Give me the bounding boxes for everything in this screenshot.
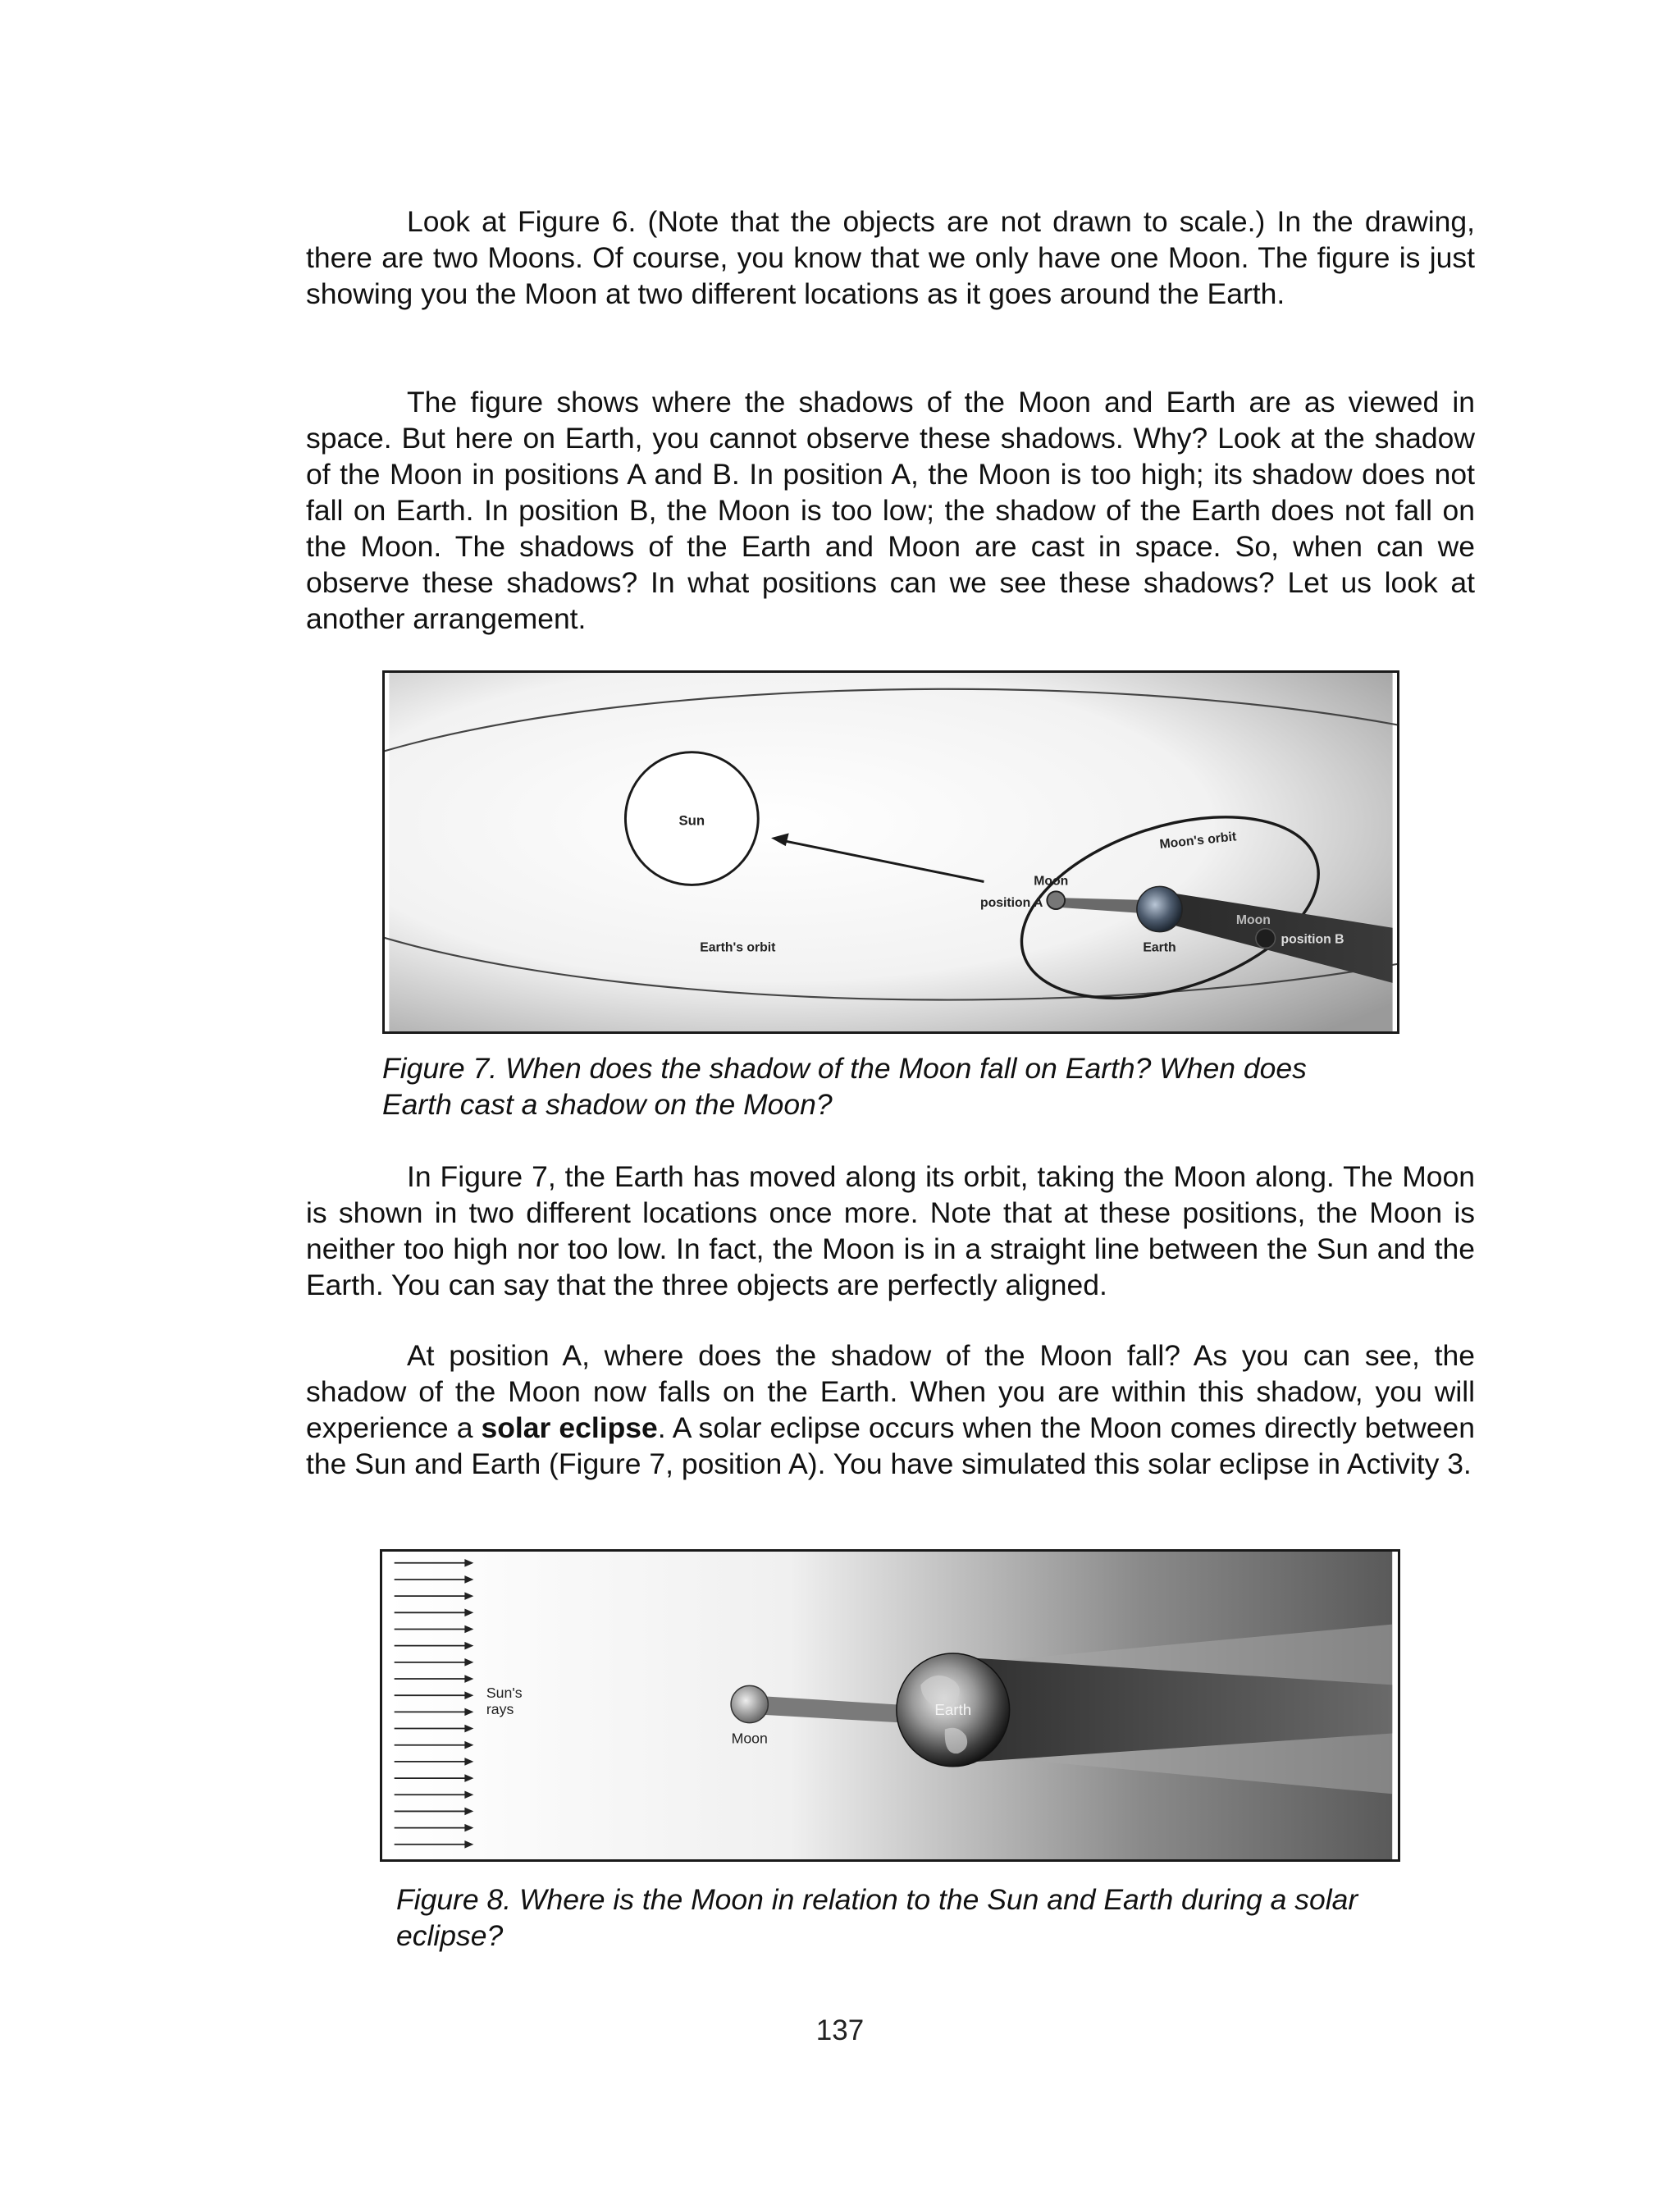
sun-label: Sun [678,812,705,829]
figure-8 [380,1549,1400,1862]
position-a-label: position A [979,896,1043,911]
page-number: 137 [815,2014,865,2046]
figure-7-caption [382,1050,1449,1122]
moon-sphere [731,1685,768,1722]
position-b-label: position B [1281,932,1344,947]
figure-7 [382,670,1399,1034]
solar-eclipse-term: solar eclipse [481,1411,658,1444]
paragraph-4-text-2: . A solar eclipse occurs when the Moon comes directly between the Sun and Earth (Figure 7, position A). You have simulated this solar eclipse in Activity 3. [306,1411,1475,1480]
moon-position-a [1047,891,1065,909]
moon-a-label: Moon [1034,874,1069,889]
earth-circle [1137,886,1182,931]
figure-8-caption-line-2: eclipse? [396,1919,504,1952]
figure-8-caption [396,1881,1463,1954]
suns-rays-label-2: rays [486,1700,514,1717]
figure-7-caption-line-2: Earth cast a shadow on the Moon? [382,1088,833,1121]
paragraph-1: Look at Figure 6. (Note that the objects are not drawn to scale.) In the drawing, there are two Moons. Of course, you know that we only have one Moon. The figure is just showing you the Moon at two different locations as it goes around the Earth. [306,205,1475,310]
figure-8-caption-line-1: Figure 8. Where is the Moon in relation to the Sun and Earth during a solar [396,1883,1358,1916]
earths-orbit-label: Earth's orbit [700,940,776,955]
paragraph-3: In Figure 7, the Earth has moved along its orbit, taking the Moon along. The Moon is shown in two different locations once more. Note that at these positions, the Moon is neither too high nor too low. In fact, the Moon is in a straight line between the Sun and the Earth. You can say that the three objects are perfectly aligned. [306,1160,1475,1301]
suns-rays-label-1: Sun's [486,1685,523,1702]
moons-orbit-label: Moon's orbit [1158,830,1237,853]
moon-label: Moon [731,1730,768,1747]
paragraph-4-text-1: At position A, where does the shadow of the Moon fall? As you can see, the shadow of the Moon now falls on the Earth. When you are within this shadow, you will experience a [306,1339,1475,1444]
earth-label: Earth [1143,940,1176,955]
moon-b-label: Moon [1235,912,1271,927]
moon-position-b [1256,929,1276,949]
earth-label: Earth [934,1700,972,1718]
figure-7-caption-line-1: Figure 7. When does the shadow of the Moon fall on Earth? When does [382,1052,1307,1085]
paragraph-4 [306,1337,1475,1482]
paragraph-2: The figure shows where the shadows of the Moon and Earth are as viewed in space. But here on Earth, you cannot observe these shadows. Why? Look at the shadow of the Moon in positions A and B. In position A, the Moon is too high; its shadow does not fall on Earth. In position B, the Moon is too low; the shadow of the Earth does not fall on the Moon. The shadows of the Earth and Moon are cast in space. So, when can we observe these shadows? In what positions can we see these shadows? Let us look at another arrangement. [306,386,1475,635]
